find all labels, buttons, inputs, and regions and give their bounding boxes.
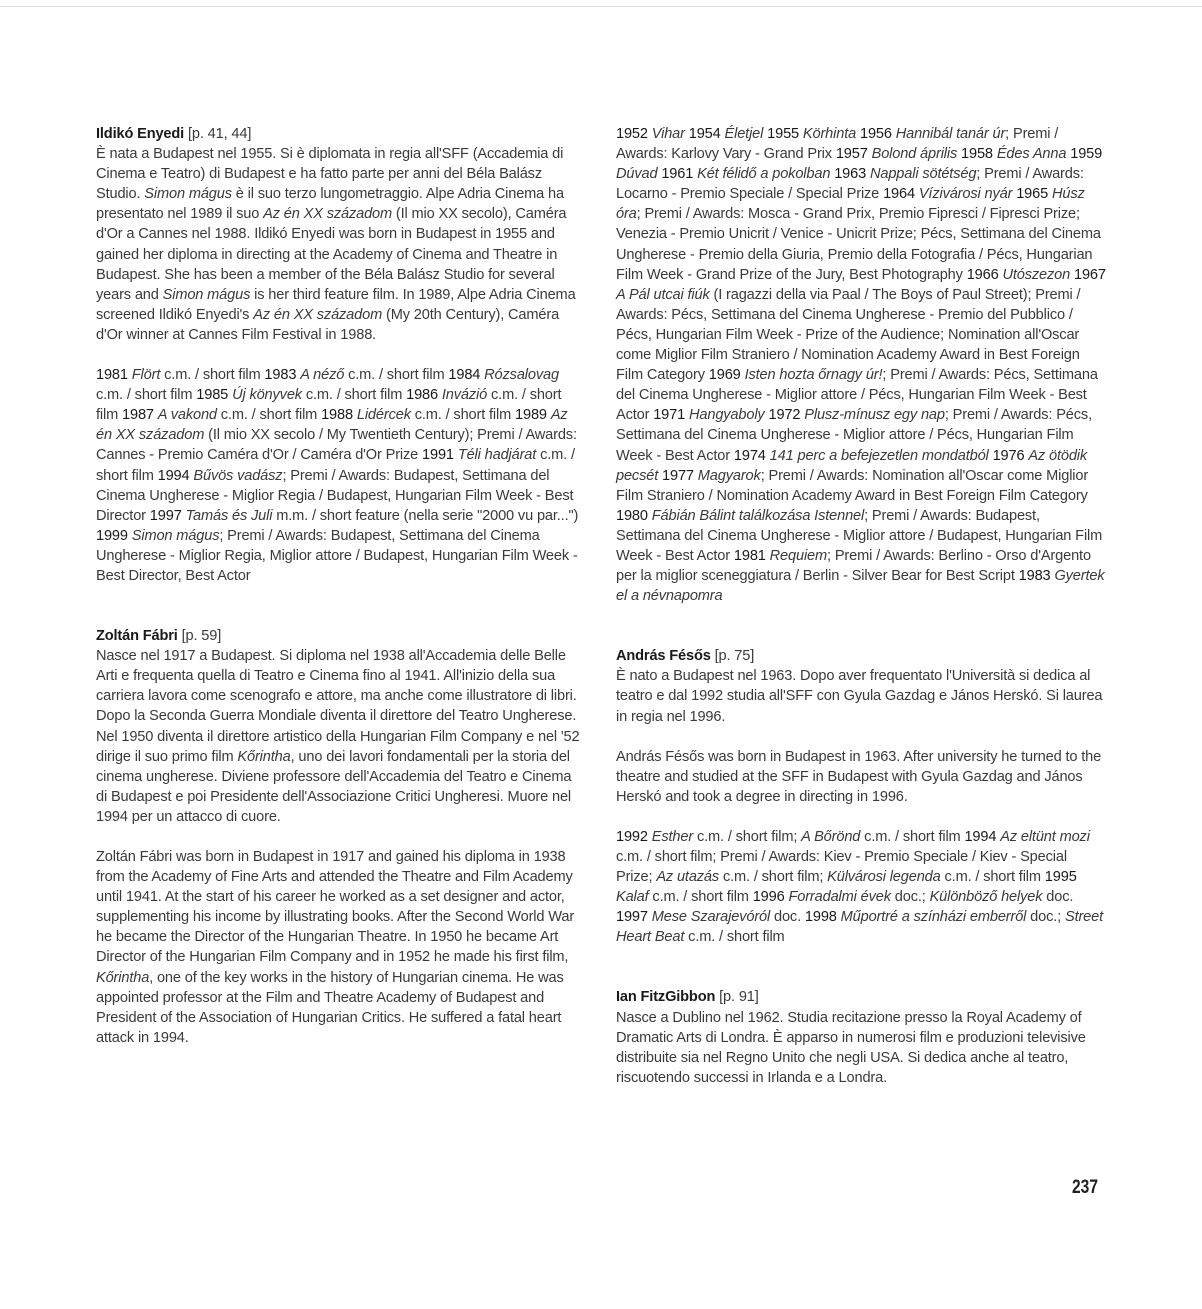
film-title: Rózsalovag: [484, 367, 559, 384]
text-run: c.m. / short film: [410, 407, 516, 424]
film-year: 1959: [1070, 146, 1103, 163]
film-title: Műportré a színházi emberről: [840, 909, 1027, 926]
biography-text-italian: [616, 666, 1106, 726]
film-title: Tamás és Juli: [185, 507, 273, 524]
film-year: 1987: [122, 407, 158, 424]
text-run: c.m. / short film: [684, 929, 785, 946]
top-rule: [0, 6, 1202, 7]
film-year: 1996: [752, 889, 789, 906]
film-title: Utószezon: [1002, 266, 1071, 283]
film-year: 1997: [616, 909, 652, 926]
film-title: Simon mágus: [131, 527, 220, 544]
text-run: Nasce a Dublino nel 1962. Studia recitazione presso la Royal Academy of Dramatic Arts di Londra. È apparso in numerosi film e produzioni televisive distribuite sia nel Regno Unito che negli USA. Si dedica anche al teatro, riscuotendo successi in Irlanda e a Londra.: [616, 1009, 1086, 1086]
film-year: 1969: [708, 367, 745, 384]
entry-ildiko-enyedi: [96, 124, 586, 586]
text-run: c.m. / short film: [216, 407, 322, 424]
film-year: 1972: [768, 407, 805, 424]
text-run: doc.: [770, 909, 805, 926]
film-title: Gyertek el a névnapomra: [616, 568, 1105, 605]
text-run: c.m. / short film: [648, 889, 753, 906]
film-title: Simon mágus: [144, 186, 232, 203]
film-title: Invázió: [441, 387, 488, 404]
film-title: Flört: [131, 367, 161, 384]
film-title: Plusz-mínusz egy nap: [804, 407, 945, 424]
biography-text-english: [96, 847, 586, 1048]
film-title: Forradalmi évek: [788, 889, 891, 906]
film-title: Az én XX századom: [253, 306, 383, 323]
film-year: 1989: [515, 407, 551, 424]
text-run: ; Premi / Awards: Karlovy Vary - Grand Prix: [616, 126, 1059, 163]
text-run: c.m. / short film: [96, 387, 562, 424]
text-run: doc.;: [890, 889, 930, 906]
text-run: András Fésős was born in Budapest in 1963. After university he turned to the theatre and studied at the SFF in Budapest with Gyula Gazdag and János Herskó and took a degree in directing in 1996.: [616, 748, 1102, 805]
film-title: Vihar: [651, 126, 685, 142]
text-run: ; Premi / Awards: Budapest, Settimana del Cinema Ungherese - Miglior attore / Budapest, Hungarian Film Week - Best Actor: [616, 507, 1103, 564]
film-title: Az utazás: [656, 869, 720, 886]
film-year: 1965: [1016, 186, 1052, 203]
film-year: 1976: [992, 447, 1029, 464]
film-title: Nappali sötétség: [869, 166, 977, 183]
left-column: [96, 124, 586, 1048]
film-year: 1988: [321, 407, 357, 424]
text-run: doc.: [1042, 889, 1074, 906]
entry-heading: [96, 124, 586, 144]
person-name: András Fésős: [616, 648, 711, 665]
film-year: 1966: [966, 266, 1003, 283]
film-title: Esther: [651, 828, 694, 845]
text-run: ; Premi / Awards: Mosca - Grand Prix, Premio Fipresci / Fipresci Prize; Venezia - Premio Unicrit / Venice - Unicrit Prize; Pécs, Settimana del Cinema Ungherese - Premio della Giuria, Premio della Fotografia / Pécs, Hungarian Film Week - Grand Prize of the Jury, Best Photography: [616, 206, 1101, 283]
text-run: ; Premi / Awards: Locarno - Premio Speciale / Special Prize: [616, 166, 1084, 203]
film-year: 1995: [1044, 869, 1077, 886]
film-year: 1991: [422, 447, 458, 464]
film-year: 1980: [616, 507, 652, 524]
text-run: (Il mio XX secolo), Caméra d'Or a Cannes nel 1988. Ildikó Enyedi was born in Budapest in 1955 and gained her diploma in directing at the Academy of Cinema and Theatre in Budapest. She has been a member of the Béla Balász Studio for several years and: [96, 206, 567, 303]
film-year: 1974: [733, 447, 770, 464]
entry-andras-fesos: [616, 646, 1106, 947]
text-run: is her third feature film. In 1989, Alpe Adria Cinema screened Ildikó Enyedi's: [96, 286, 576, 323]
film-year: 1977: [662, 467, 698, 484]
right-column: [616, 124, 1106, 1088]
film-title: 141 perc a befejezetlen mondatból: [769, 447, 989, 464]
film-year: 1956: [859, 126, 896, 142]
film-title: Requiem: [769, 547, 828, 564]
film-title: Isten hozta őrnagy úr!: [744, 367, 883, 384]
entry-zoltan-fabri-filmography: [616, 124, 1106, 606]
text-run: c.m. / short film;: [693, 828, 802, 845]
text-run: (Il mio XX secolo / My Twentieth Century); Premi / Awards: Cannes - Premio Caméra d'Or / Caméra d'Or Prize: [96, 427, 577, 464]
film-year: 1954: [688, 126, 725, 142]
text-run: c.m. / short film: [96, 387, 197, 404]
text-run: È nato a Budapest nel 1963. Dopo aver frequentato l'Università si dedica al teatro e dal 1992 studia all'SFF con Gyula Gazdag e János Herskó. Si laurea in regia nel 1996.: [616, 668, 1103, 725]
text-run: ; Premi / Awards: Budapest, Settimana del Cinema Ungherese - Miglior Regia, Miglior attore / Budapest, Hungarian Film Week - Best Director, Best Actor: [96, 527, 578, 584]
film-year: 1963: [834, 166, 870, 183]
text-run: ; Premi / Awards: Nomination all'Oscar come Miglior Film Straniero / Nomination Academy Award in Best Foreign Film Category: [616, 467, 1089, 504]
film-year: 1952: [616, 126, 652, 142]
film-title: Hangyaboly: [689, 407, 765, 424]
text-run: c.m. / short film: [301, 387, 407, 404]
film-title: Új könyvek: [232, 387, 302, 404]
text-run: c.m. / short film: [160, 367, 265, 384]
film-year: 1999: [96, 527, 132, 544]
text-run: doc.;: [1026, 909, 1065, 926]
film-year: 1985: [196, 387, 233, 404]
film-title: Az én XX századom: [96, 407, 568, 444]
film-year: 1957: [835, 146, 872, 163]
entry-ian-fitzgibbon: [616, 987, 1106, 1087]
film-title: Kőrintha: [96, 969, 150, 986]
film-title: Simon mágus: [162, 286, 251, 303]
entry-heading: [616, 987, 1106, 1007]
entry-zoltan-fabri: [96, 626, 586, 1048]
page-reference: [p. 41, 44]: [184, 126, 252, 142]
film-title: Külvárosi legenda: [827, 869, 941, 886]
page-reference: [p. 91]: [715, 989, 759, 1006]
film-title: Kőrintha: [237, 748, 291, 765]
page-reference: [p. 59]: [177, 628, 222, 645]
film-year: 1958: [961, 146, 997, 163]
film-title: Az én XX századom: [263, 206, 393, 223]
film-year: 1981: [96, 367, 132, 384]
film-title: Az eltünt mozi: [1000, 828, 1090, 845]
film-title: Körhinta: [802, 126, 857, 142]
film-title: Különböző helyek: [929, 889, 1043, 906]
entry-heading: [96, 626, 586, 646]
film-title: Street Heart Beat: [616, 909, 1104, 946]
film-year: 1997: [149, 507, 186, 524]
film-year: 1964: [883, 186, 919, 203]
film-title: Bűvös vadász: [193, 467, 283, 484]
film-year: 1992: [616, 828, 652, 845]
film-year: 1994: [964, 828, 1001, 845]
text-run: È nata a Budapest nel 1955. Si è diplomata in regia all'SFF (Accademia di Cinema e Teatro) di Budapest e ha fatto parte per anni del Béla Balász Studio.: [96, 146, 564, 203]
film-title: Téli hadjárat: [457, 447, 537, 464]
text-run: è il suo terzo lungometraggio. Alpe Adria Cinema ha presentato nel 1989 il suo: [96, 186, 564, 223]
film-year: 1955: [767, 126, 803, 142]
filmography-text: [616, 827, 1106, 948]
film-title: Életjel: [724, 126, 764, 142]
film-title: Dúvad: [616, 166, 658, 183]
biography-text: [96, 144, 586, 345]
film-year: 1983: [264, 367, 301, 384]
filmography-text: [96, 365, 586, 586]
biography-text-italian: [96, 646, 586, 827]
page-reference: [p. 75]: [710, 648, 755, 665]
text-run: c.m. / short film: [940, 869, 1045, 886]
text-run: ; Premi / Awards: Pécs, Settimana del Cinema Ungherese - Miglior attore / Pécs, Hungarian Film Week - Best Actor: [616, 367, 1098, 424]
text-run: Zoltán Fábri was born in Budapest in 1917 and gained his diploma in 1938 from the Academy of Fine Arts and attended the Theatre and Film Academy until 1941. At the start of his career he worked as a set designer and actor, supplementing his income by illustrating books. After the Second World War he became the Director of the Hungarian Theatre. In 1950 he became Art Director of the Hungarian Film Company and in 1952 he made his first film,: [96, 849, 575, 966]
film-year: 1961: [661, 166, 698, 183]
film-title: Mese Szarajevóról: [651, 909, 771, 926]
text-run: ; Premi / Awards: Berlino - Orso d'Argento per la miglior sceneggiatura / Berlin - Silver Bear for Best Script: [616, 547, 1091, 585]
text-run: (My 20th Century), Caméra d'Or winner at Cannes Film Festival in 1988.: [96, 306, 560, 343]
filmography-text: [616, 124, 1106, 606]
film-title: Bolond április: [871, 146, 958, 163]
film-year: 1984: [448, 367, 485, 384]
film-title: A vakond: [157, 407, 217, 424]
text-run: c.m. / short film: [344, 367, 449, 384]
text-run: ; Premi / Awards: Pécs, Settimana del Cinema Ungherese - Miglior attore / Pécs, Hungarian Film Week - Best Actor: [616, 407, 1092, 464]
film-title: A Bőrönd: [801, 828, 861, 845]
text-run: c.m. / short film; Premi / Awards: Kiev - Premio Speciale / Kiev - Special Prize;: [616, 849, 1067, 886]
text-run: ; Premi / Awards: Budapest, Settimana del Cinema Ungherese - Miglior Regia / Budapest, Hungarian Film Week - Best Director: [96, 467, 574, 524]
film-title: Két félidő a pokolban: [697, 166, 831, 183]
film-title: A néző: [300, 367, 345, 384]
film-year: 1981: [733, 547, 770, 564]
text-run: c.m. / short film: [96, 447, 575, 484]
text-run: , uno dei lavori fondamentali per la storia del cinema ungherese. Diviene professore dell'Accademia del Teatro e Cinema di Budapest e poi Presidente dell'Associazione Critici Ungheresi. Muore nel 1994 per un attacco di cuore.: [96, 748, 572, 825]
text-run: m.m. / short feature (nella serie "2000 vu par..."): [272, 507, 579, 524]
person-name: Zoltán Fábri: [96, 628, 178, 645]
film-title: Húsz óra: [616, 186, 1085, 223]
biography-text-italian: [616, 1008, 1106, 1088]
entry-heading: [616, 646, 1106, 666]
text-run: Nasce nel 1917 a Budapest. Si diploma nel 1938 all'Accademia delle Belle Arti e frequenta quella di Teatro e Cinema fino al 1941. All'inizio della sua carriera lavora come scenografo e attore, ma anche come illustratore di libri. Dopo la Seconda Guerra Mondiale diventa il direttore del Teatro Ungherese. Nel 1950 diventa il direttore artistico della Hungarian Film Company e nel '52 dirige il suo primo film: [96, 648, 580, 765]
person-name: Ildikó Enyedi: [96, 126, 185, 142]
text-run: c.m. / short film;: [719, 869, 828, 886]
film-title: Fábián Bálint találkozása Istennel: [651, 507, 865, 524]
film-title: Édes Anna: [996, 146, 1067, 163]
text-run: c.m. / short film: [860, 828, 965, 845]
page-number: 237: [1072, 1177, 1098, 1198]
text-run: , one of the key works in the history of Hungarian cinema. He was appointed professor at the Film and Theatre Academy of Budapest and President of the Association of Hungarian Critics. He suffered a fatal heart attack in 1994.: [96, 969, 564, 1046]
film-title: A Pál utcai fiúk: [616, 286, 710, 303]
film-title: Kalaf: [616, 889, 649, 906]
film-year: 1967: [1073, 266, 1106, 283]
biography-text-english: [616, 747, 1106, 807]
film-year: 1986: [406, 387, 442, 404]
text-run: (I ragazzi della via Paal / The Boys of Paul Street); Premi / Awards: Pécs, Settimana del Cinema Ungherese - Premio del Pubblico / Pécs, Hungarian Film Week - Prize of the Audience; Nomination all'Oscar come Miglior Film Straniero / Nomination Academy Award in Best Foreign Film Category: [616, 286, 1081, 384]
film-title: Magyarok: [697, 467, 761, 484]
film-year: 1971: [653, 407, 689, 424]
film-title: Az ötödik pecsét: [616, 447, 1088, 484]
film-year: 1983: [1018, 568, 1055, 585]
film-year: 1998: [804, 909, 841, 926]
film-title: Hannibál tanár úr: [895, 126, 1006, 142]
film-year: 1994: [157, 467, 194, 484]
film-title: Vízivárosi nyár: [918, 186, 1013, 203]
person-name: Ian FitzGibbon: [616, 989, 716, 1006]
film-title: Lidércek: [356, 407, 411, 424]
